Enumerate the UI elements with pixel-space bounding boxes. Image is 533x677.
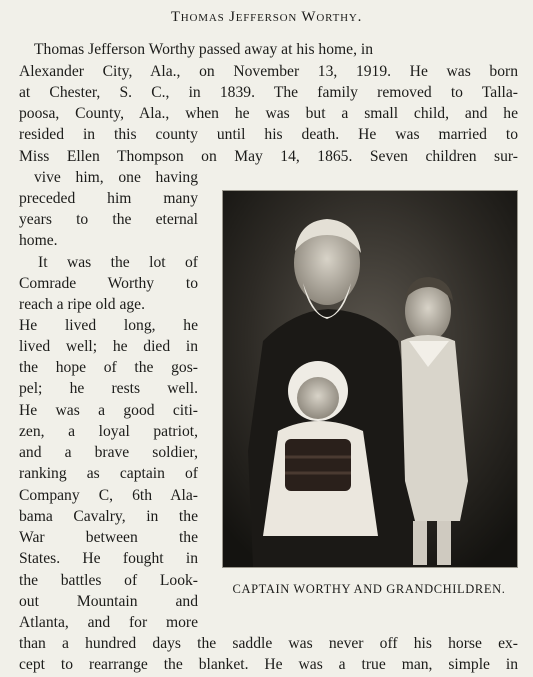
paragraph-line: He lived long, he	[19, 317, 198, 334]
paragraph-line: vive him, one having	[34, 169, 198, 186]
paragraph-line: the battles of Look-	[19, 572, 198, 589]
article-title: Thomas Jefferson Worthy.	[170, 9, 363, 25]
paragraph-line: zen, a loyal patriot,	[19, 423, 198, 440]
paragraph-line: home.	[19, 232, 58, 249]
paragraph-line: Alexander City, Ala., on November 13, 1919. He was born	[19, 63, 518, 80]
paragraph-line: Miss Ellen Thompson on May 14, 1865. Seven children sur-	[19, 148, 518, 165]
paragraph-line: at Chester, S. C., in 1839. The family removed to Talla-	[19, 84, 518, 101]
paragraph-line: preceded him many	[19, 190, 198, 207]
paragraph-line: Thomas Jefferson Worthy passed away at his home, in	[34, 41, 373, 58]
paragraph-line: bama Cavalry, in the	[19, 508, 198, 525]
paragraph-line: Company C, 6th Ala-	[19, 487, 198, 504]
paragraph-line: States. He fought in	[19, 550, 198, 567]
paragraph-line: resided in this county until his death. He was married to	[19, 126, 518, 143]
paragraph-line: years to the eternal	[19, 211, 198, 228]
paragraph-line: and a brave soldier,	[19, 444, 198, 461]
paragraph-line: lived well; he died in	[19, 338, 198, 355]
paragraph-line: Atlanta, and for more	[19, 614, 198, 631]
paragraph-line: poosa, County, Ala., when he was but a small child, and he	[19, 105, 518, 122]
paragraph-line: Comrade Worthy to	[19, 275, 198, 292]
paragraph-line: He was a good citi-	[19, 402, 198, 419]
paragraph-line: ranking as captain of	[19, 465, 198, 482]
paragraph-line: It was the lot of	[38, 254, 198, 271]
photo-caption: CAPTAIN WORTHY AND GRANDCHILDREN.	[232, 582, 506, 596]
paragraph-line: pel; he rests well.	[19, 380, 198, 397]
paragraph-line: than a hundred days the saddle was never off his horse ex-	[19, 635, 518, 652]
historical-photograph	[222, 190, 518, 568]
paragraph-line: out Mountain and	[19, 593, 198, 610]
photograph-illustration	[223, 191, 517, 567]
paragraph-line: War between the	[19, 529, 198, 546]
paragraph-line: cept to rearrange the blanket. He was a true man, simple in	[19, 656, 518, 673]
paragraph-line: the hope of the gos-	[19, 359, 198, 376]
paragraph-line: reach a ripe old age.	[19, 296, 145, 313]
